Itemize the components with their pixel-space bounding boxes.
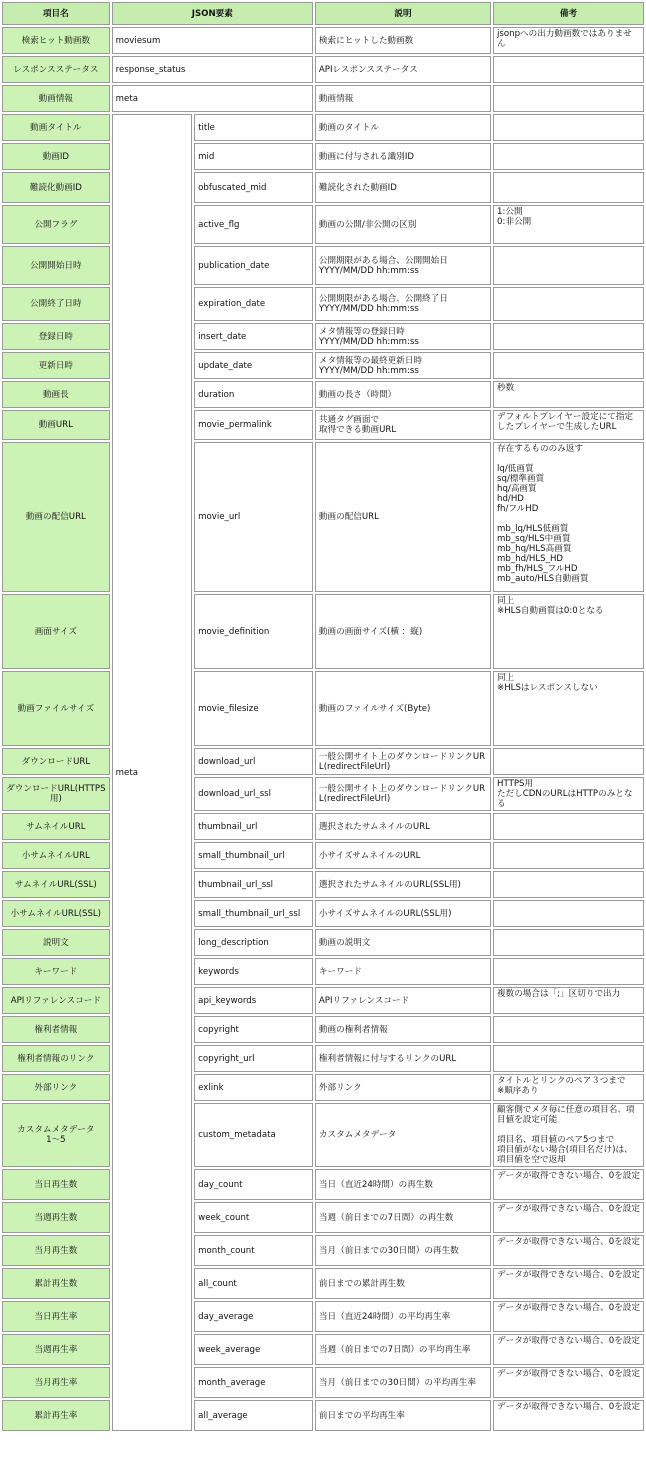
description-cell: APIレスポンスステータス (315, 56, 491, 83)
json-key-cell: movie_permalink (194, 410, 313, 440)
table-row (2, 287, 644, 321)
table-row (2, 1074, 644, 1101)
json-key-cell: keywords (194, 958, 313, 985)
table-row (2, 929, 644, 956)
description-cell: 当月（前日までの30日間）の再生数 (315, 1235, 491, 1266)
note-cell (493, 56, 644, 83)
table-body (2, 27, 644, 1431)
item-name-cell: キーワード (2, 958, 110, 985)
note-cell: jsonpへの出力動画数ではありません (493, 27, 644, 54)
description-cell: 権利者情報に付与するリンクのURL (315, 1045, 491, 1072)
json-key-cell: thumbnail_url_ssl (194, 871, 313, 898)
json-key-cell: moviesum (112, 27, 313, 54)
item-name-cell: 当週再生数 (2, 1202, 110, 1233)
json-key-cell: meta (112, 85, 313, 112)
description-cell: 動画に付与される識別ID (315, 143, 491, 170)
json-key-cell: copyright_url (194, 1045, 313, 1072)
json-key-cell: active_flg (194, 205, 313, 244)
item-name-cell: カスタムメタデータ 1〜5 (2, 1103, 110, 1167)
table-row (2, 671, 644, 746)
note-cell (493, 1016, 644, 1043)
json-key-cell: movie_url (194, 442, 313, 592)
note-cell: 秒数 (493, 381, 644, 408)
json-key-cell: download_url_ssl (194, 777, 313, 811)
json-key-cell: day_count (194, 1169, 313, 1200)
item-name-cell: 外部リンク (2, 1074, 110, 1101)
item-name-cell: 動画情報 (2, 85, 110, 112)
table-row (2, 1268, 644, 1299)
description-cell: 選択されたサムネイルのURL (315, 813, 491, 840)
json-key-cell: day_average (194, 1301, 313, 1332)
json-key-cell: publication_date (194, 246, 313, 285)
table-row (2, 987, 644, 1014)
meta-group-cell: meta (112, 114, 193, 1431)
item-name-cell: 当月再生数 (2, 1235, 110, 1266)
description-cell: カスタムメタデータ (315, 1103, 491, 1167)
note-cell (493, 900, 644, 927)
description-cell: 前日までの平均再生率 (315, 1400, 491, 1431)
json-key-cell: month_count (194, 1235, 313, 1266)
item-name-cell: 説明文 (2, 929, 110, 956)
item-name-cell: 登録日時 (2, 323, 110, 350)
item-name-cell: 更新日時 (2, 352, 110, 379)
note-cell (493, 172, 644, 203)
table-row (2, 871, 644, 898)
note-cell: データが取得できない場合、0を設定 (493, 1400, 644, 1431)
description-cell: 動画の権利者情報 (315, 1016, 491, 1043)
description-cell: 当週（前日までの7日間）の再生数 (315, 1202, 491, 1233)
table-row (2, 56, 644, 83)
json-key-cell: week_average (194, 1334, 313, 1365)
json-key-cell: copyright (194, 1016, 313, 1043)
description-cell: 動画情報 (315, 85, 491, 112)
header-note: 備考 (493, 2, 644, 25)
description-cell: 当日（直近24時間）の平均再生率 (315, 1301, 491, 1332)
table-row (2, 842, 644, 869)
table-row (2, 958, 644, 985)
header-item-name: 項目名 (2, 2, 110, 25)
note-cell: 顧客側でメタ毎に任意の項目名、項目値を設定可能 項目名、項目値のペア5つまで 項目値がない場合(項目名だけ)は、項目値を空で返却 (493, 1103, 644, 1167)
note-cell (493, 114, 644, 141)
table-row (2, 1400, 644, 1431)
description-cell: 当日（直近24時間）の再生数 (315, 1169, 491, 1200)
description-cell: 検索にヒットした動画数 (315, 27, 491, 54)
note-cell: データが取得できない場合、0を設定 (493, 1169, 644, 1200)
item-name-cell: 累計再生数 (2, 1268, 110, 1299)
description-cell: 当月（前日までの30日間）の平均再生率 (315, 1367, 491, 1398)
json-key-cell: exlink (194, 1074, 313, 1101)
description-cell: 公開期限がある場合、公開終了日 YYYY/MM/DD hh:mm:ss (315, 287, 491, 321)
json-key-cell: response_status (112, 56, 313, 83)
table-row (2, 1202, 644, 1233)
table-row (2, 27, 644, 54)
item-name-cell: 累計再生率 (2, 1400, 110, 1431)
item-name-cell: 当週再生率 (2, 1334, 110, 1365)
description-cell: 動画の配信URL (315, 442, 491, 592)
table-row (2, 748, 644, 775)
note-cell (493, 958, 644, 985)
json-key-cell: download_url (194, 748, 313, 775)
item-name-cell: APIリファレンスコード (2, 987, 110, 1014)
note-cell: HTTPS用 ただしCDNのURLはHTTPのみとなる (493, 777, 644, 811)
item-name-cell: 権利者情報 (2, 1016, 110, 1043)
item-name-cell: 公開終了日時 (2, 287, 110, 321)
description-cell: 前日までの累計再生数 (315, 1268, 491, 1299)
description-cell: 動画のファイルサイズ(Byte) (315, 671, 491, 746)
item-name-cell: 検索ヒット動画数 (2, 27, 110, 54)
description-cell: メタ情報等の最終更新日時 YYYY/MM/DD hh:mm:ss (315, 352, 491, 379)
note-cell: データが取得できない場合、0を設定 (493, 1301, 644, 1332)
description-cell: 動画のタイトル (315, 114, 491, 141)
table-row (2, 172, 644, 203)
item-name-cell: ダウンロードURL(HTTPS用) (2, 777, 110, 811)
description-cell: 動画の長さ（時間） (315, 381, 491, 408)
note-cell (493, 246, 644, 285)
json-key-cell: movie_definition (194, 594, 313, 669)
table-row (2, 246, 644, 285)
item-name-cell: 小サムネイルURL(SSL) (2, 900, 110, 927)
json-key-cell: movie_filesize (194, 671, 313, 746)
description-cell: 動画の画面サイズ(横 ：縦) (315, 594, 491, 669)
table-row (2, 1103, 644, 1167)
description-cell: 一般公開サイト上のダウンロードリンクURL(redirectFileUrl) (315, 748, 491, 775)
item-name-cell: 画面サイズ (2, 594, 110, 669)
note-cell (493, 748, 644, 775)
note-cell (493, 842, 644, 869)
item-name-cell: サムネイルURL (2, 813, 110, 840)
description-cell: 動画の公開/非公開の区別 (315, 205, 491, 244)
note-cell (493, 85, 644, 112)
item-name-cell: レスポンスステータス (2, 56, 110, 83)
item-name-cell: ダウンロードURL (2, 748, 110, 775)
description-cell: 動画の説明文 (315, 929, 491, 956)
note-cell (493, 352, 644, 379)
note-cell: タイトルとリンクのペア３つまで ※順序あり (493, 1074, 644, 1101)
description-cell: APIリファレンスコード (315, 987, 491, 1014)
table-row (2, 205, 644, 244)
item-name-cell: 動画長 (2, 381, 110, 408)
table-row (2, 900, 644, 927)
json-key-cell: all_average (194, 1400, 313, 1431)
table-row (2, 352, 644, 379)
json-key-cell: obfuscated_mid (194, 172, 313, 203)
header-description: 説明 (315, 2, 491, 25)
note-cell: 同上 ※HLSはレスポンスしない (493, 671, 644, 746)
table-row (2, 410, 644, 440)
note-cell: データが取得できない場合、0を設定 (493, 1367, 644, 1398)
description-cell: メタ情報等の登録日時 YYYY/MM/DD hh:mm:ss (315, 323, 491, 350)
table-row (2, 1235, 644, 1266)
note-cell: データが取得できない場合、0を設定 (493, 1268, 644, 1299)
item-name-cell: 権利者情報のリンク (2, 1045, 110, 1072)
description-cell: 小サイズサムネイルのURL (315, 842, 491, 869)
item-name-cell: 動画ファイルサイズ (2, 671, 110, 746)
json-key-cell: update_date (194, 352, 313, 379)
table-row (2, 1367, 644, 1398)
note-cell: 存在するもののみ返す lq/低画質 sq/標準画質 hq/高画質 hd/HD fh/フルHD mb_lq/HLS低画質 mb_sq/HLS中画質 mb_hq/HLS高画質 mb_hd/HLS_HD mb_fh/HLS_フルHD mb_auto/HLS自動画質 (493, 442, 644, 592)
note-cell (493, 871, 644, 898)
description-cell: 共通タグ画面で 取得できる動画URL (315, 410, 491, 440)
json-key-cell: insert_date (194, 323, 313, 350)
item-name-cell: サムネイルURL(SSL) (2, 871, 110, 898)
header-row (2, 2, 644, 25)
json-key-cell: duration (194, 381, 313, 408)
description-cell: キーワード (315, 958, 491, 985)
table-row (2, 777, 644, 811)
table-row (2, 323, 644, 350)
note-cell (493, 287, 644, 321)
table-row (2, 442, 644, 592)
item-name-cell: 動画ID (2, 143, 110, 170)
json-key-cell: expiration_date (194, 287, 313, 321)
json-key-cell: custom_metadata (194, 1103, 313, 1167)
json-key-cell: month_average (194, 1367, 313, 1398)
item-name-cell: 難読化動画ID (2, 172, 110, 203)
description-cell: 小サイズサムネイルのURL(SSL用) (315, 900, 491, 927)
json-key-cell: thumbnail_url (194, 813, 313, 840)
item-name-cell: 当日再生数 (2, 1169, 110, 1200)
header-json-element: JSON要素 (112, 2, 313, 25)
table-row (2, 381, 644, 408)
table-row (2, 143, 644, 170)
note-cell: 同上 ※HLS自動画質は0:0となる (493, 594, 644, 669)
item-name-cell: 当月再生率 (2, 1367, 110, 1398)
table-row (2, 1334, 644, 1365)
item-name-cell: 動画の配信URL (2, 442, 110, 592)
item-name-cell: 公開開始日時 (2, 246, 110, 285)
note-cell: データが取得できない場合、0を設定 (493, 1334, 644, 1365)
note-cell (493, 323, 644, 350)
json-key-cell: week_count (194, 1202, 313, 1233)
table-row (2, 1301, 644, 1332)
table-row (2, 85, 644, 112)
note-cell: データが取得できない場合、0を設定 (493, 1235, 644, 1266)
json-key-cell: api_keywords (194, 987, 313, 1014)
note-cell: デフォルトプレイヤー設定にて指定したプレイヤーで生成したURL (493, 410, 644, 440)
item-name-cell: 小サムネイルURL (2, 842, 110, 869)
json-key-cell: small_thumbnail_url_ssl (194, 900, 313, 927)
description-cell: 外部リンク (315, 1074, 491, 1101)
item-name-cell: 動画タイトル (2, 114, 110, 141)
description-cell: 選択されたサムネイルのURL(SSL用) (315, 871, 491, 898)
description-cell: 難読化された動画ID (315, 172, 491, 203)
note-cell: データが取得できない場合、0を設定 (493, 1202, 644, 1233)
note-cell (493, 929, 644, 956)
description-cell: 公開期限がある場合、公開開始日 YYYY/MM/DD hh:mm:ss (315, 246, 491, 285)
note-cell (493, 1045, 644, 1072)
table-row (2, 813, 644, 840)
note-cell: 1:公開 0:非公開 (493, 205, 644, 244)
item-name-cell: 公開フラグ (2, 205, 110, 244)
note-cell (493, 143, 644, 170)
table-row (2, 1169, 644, 1200)
json-key-cell: all_count (194, 1268, 313, 1299)
item-name-cell: 当日再生率 (2, 1301, 110, 1332)
table-row (2, 594, 644, 669)
json-key-cell: long_description (194, 929, 313, 956)
table-row (2, 114, 644, 141)
note-cell: 複数の場合は「;」区切りで出力 (493, 987, 644, 1014)
description-cell: 一般公開サイト上のダウンロードリンクURL(redirectFileUrl) (315, 777, 491, 811)
table-row (2, 1016, 644, 1043)
table-row (2, 1045, 644, 1072)
json-key-cell: mid (194, 143, 313, 170)
note-cell (493, 813, 644, 840)
item-name-cell: 動画URL (2, 410, 110, 440)
json-key-cell: small_thumbnail_url (194, 842, 313, 869)
description-cell: 当週（前日までの7日間）の平均再生率 (315, 1334, 491, 1365)
json-key-cell: title (194, 114, 313, 141)
